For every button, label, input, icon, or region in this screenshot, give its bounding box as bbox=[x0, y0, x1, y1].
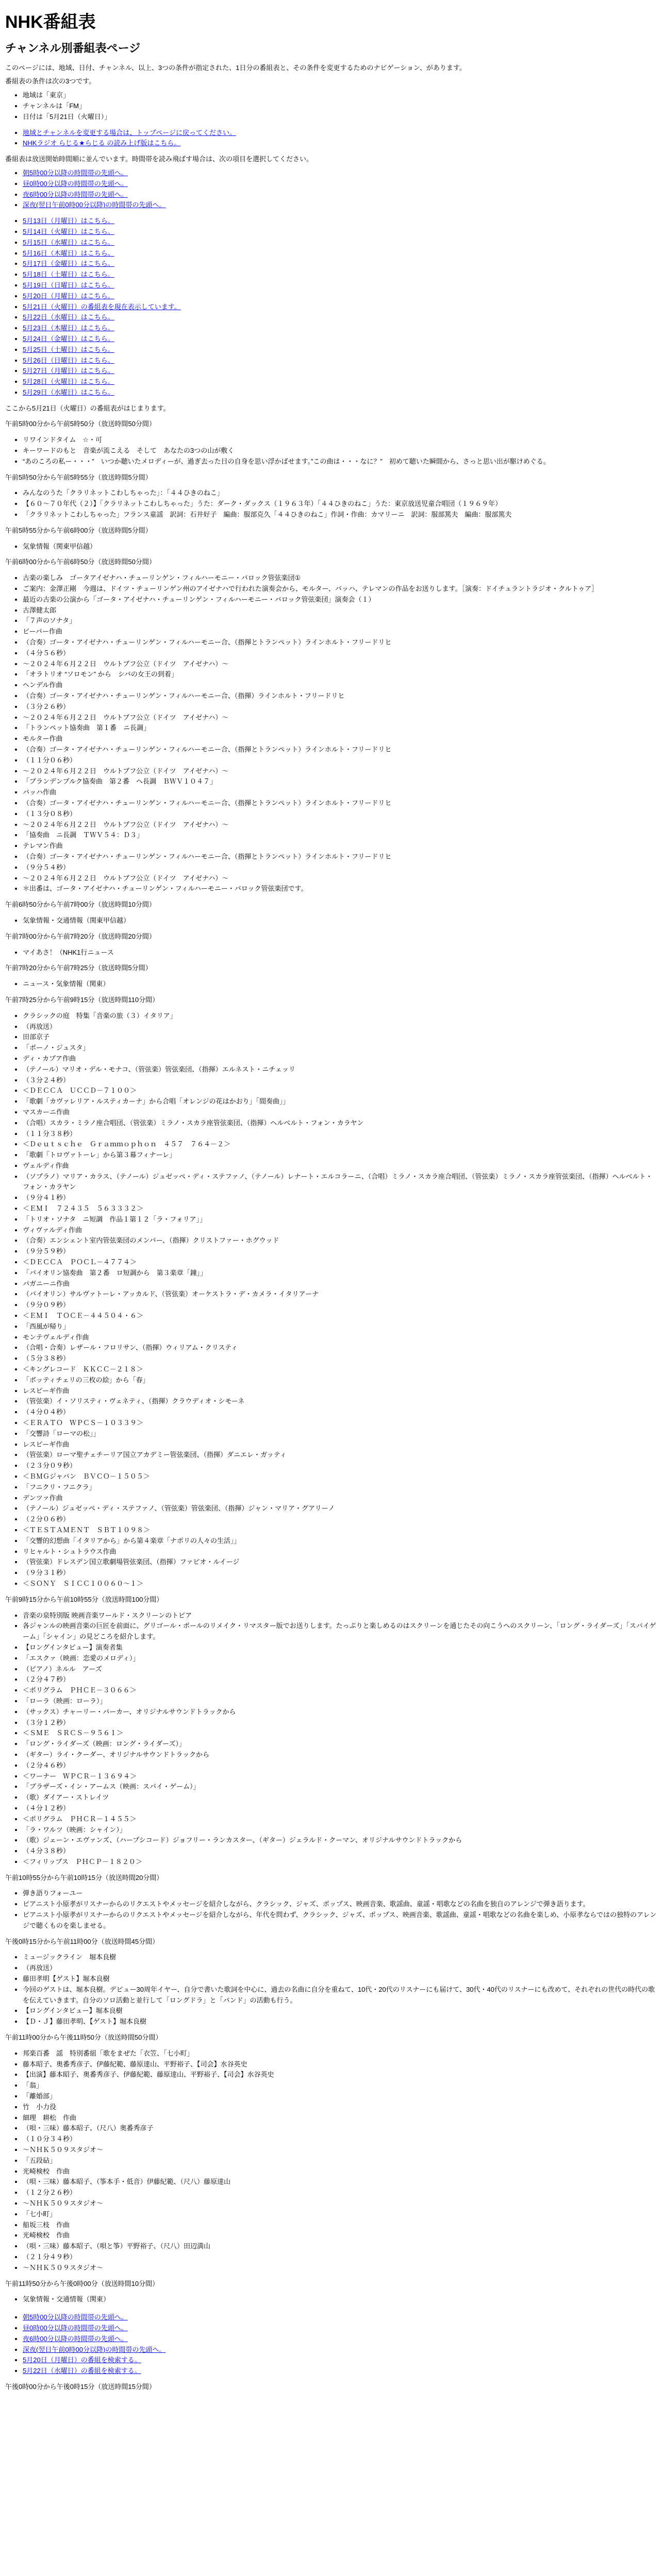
program-details bbox=[5, 435, 657, 467]
program-block bbox=[5, 1873, 657, 1931]
program-detail-line: • 音楽の泉特別版 映画音楽ワールド・スクリーンのトピア bbox=[23, 1611, 657, 1621]
program-detail-line: • ＜ＴＥＳＴＡＭＥＮＴ ＳＢＴ１０９８＞ bbox=[23, 1525, 657, 1536]
program-detail-line: • （２３分０９秒） bbox=[23, 1461, 657, 1471]
program-block bbox=[5, 472, 657, 520]
program-block bbox=[5, 419, 657, 467]
program-detail-line: • 各ジャンルの映画音楽の巨匠を前面に、グリゴール・ポールのリメイク・リマスター版でお送りします。たっぷりと楽しめるのはスクリーンを通じたその向こうへのスクリーン、「ロング・ライダーズ」「スパイゲーム」「シャイン」の見どころを紹介します。 bbox=[23, 1621, 657, 1642]
program-detail-line: • ＜ＥＲＡＴＯ ＷＰＣＳ－１０３３９＞ bbox=[23, 1418, 657, 1429]
date-link-item bbox=[23, 345, 657, 355]
program-detail-line: • 光崎検校 作曲 bbox=[23, 2230, 657, 2241]
program-detail-line: • 「協奏曲 ニ長調 ＴＷＶ５４：Ｄ３」 bbox=[23, 830, 657, 841]
program-detail-line: • 「五段砧」 bbox=[23, 2156, 657, 2166]
date-link-item bbox=[23, 259, 657, 269]
program-block bbox=[5, 2032, 657, 2274]
page-subtitle: チャンネル別番組表ページ bbox=[5, 42, 141, 55]
program-detail-line: • ～２０２４年６月２２日 ウルトブフ公立（ドイツ アイゼナハ）～ bbox=[23, 873, 657, 884]
time-link-evening[interactable]: 夜6時00分以降の時間帯の先頭へ。 bbox=[23, 190, 128, 198]
date-link-item bbox=[23, 248, 657, 259]
program-detail-line: • （ギター）ライ・クーダー、オリジナルサウンドトラックから bbox=[23, 1750, 657, 1760]
program-detail-line: • 【６０～７０年代（２）】「クラリネットこわしちゃった」うた：ダーク・ダックス（１９６３年）「４４ひきのねこ」うた：東京放送児童合唱団（１９６９年） bbox=[23, 499, 657, 510]
program-block bbox=[5, 2279, 657, 2306]
program-list bbox=[5, 419, 657, 2305]
program-detail-line: • ＜ポリグラム ＰＨＣＲ－１４５５＞ bbox=[23, 1814, 657, 1825]
conditions-heading: 番組表の条件は次の3つです。 bbox=[5, 77, 96, 86]
date-link-item bbox=[23, 387, 657, 398]
program-detail-line: • （唄・三味）藤本昭子、（筝本手・低音）伊藤紀範、（尺八）藤原達山 bbox=[23, 2177, 657, 2188]
page-title: NHK番組表 bbox=[5, 12, 96, 32]
program-detail-line: • 細理 耕松 作曲 bbox=[23, 2113, 657, 2124]
program-detail-line: • （４分３８秒） bbox=[23, 1846, 657, 1857]
program-detail-line: • 【出演】藤本昭子、奥番秀彦子、伊藤紀範、藤原達山、平野裕子、【司会】水谷英史 bbox=[23, 2070, 657, 2080]
program-detail-line: • ご案内：金澤正剛 今週は、ドイツ・チューリンゲン州のアイゼナハで行われた演奏会から、モルター、バッハ、テレマンの作品をお送りします。［演奏：ドイチュラントラジオ・クルトゥア］ bbox=[23, 584, 657, 595]
top-links bbox=[5, 128, 657, 149]
program-detail-line: • 藤本昭子、奥番秀彦子、伊藤紀範、藤原達山、平野裕子、【司会】水谷英史 bbox=[23, 2059, 657, 2070]
date-link-item bbox=[23, 355, 657, 366]
time-link-morning[interactable]: 朝5時00分以降の時間帯の先頭へ。 bbox=[23, 168, 128, 177]
program-detail-line: • ～ＮＨＫ５０９スタジオ～ bbox=[23, 2263, 657, 2274]
program-time: 午前11時00分から午後11時50分（放送時間50分間） bbox=[5, 2033, 162, 2042]
program-detail-line: • ヘンデル作曲 bbox=[23, 680, 657, 691]
program-detail-line: • ～ＮＨＫ５０９スタジオ～ bbox=[23, 2145, 657, 2156]
program-detail-line: • 最近の古楽の公演から「ゴータ・アイゼナハ・チューリンゲン・フィルハーモニー・バロック管弦楽団」演奏会（１） bbox=[23, 595, 657, 605]
program-block bbox=[5, 1595, 657, 1868]
date-link[interactable]: 5月20日（月曜日）はこちら。 bbox=[23, 292, 114, 300]
program-detail-line: • （３分２６秒） bbox=[23, 702, 657, 713]
program-details bbox=[5, 1611, 657, 1868]
program-time: 午後0時15分から午前11時00分（放送時間45分間） bbox=[5, 1937, 159, 1945]
program-detail-line: • 田部京子 bbox=[23, 1032, 657, 1043]
program-detail-line: • ～２０２４年６月２２日 ウルトブフ公立（ドイツ アイゼナハ）～ bbox=[23, 766, 657, 777]
program-detail-line: • （９分５９秒） bbox=[23, 1246, 657, 1257]
program-detail-line: • 「歌劇「トロヴァトーレ」から第３幕フィナーレ」 bbox=[23, 1150, 657, 1161]
program-detail-line: • テレマン作曲 bbox=[23, 841, 657, 852]
program-detail-line: • ヴェルディ作曲 bbox=[23, 1161, 657, 1172]
program-time: 午前9時15分から午前10時55分（放送時間100分間） bbox=[5, 1595, 163, 1603]
bottom-time-link-morning[interactable]: 朝5時00分以降の時間帯の先頭へ。 bbox=[23, 2313, 128, 2321]
program-block bbox=[5, 963, 657, 990]
program-detail-line: • 【Ｄ・Ｊ】藤田孝明、【ゲスト】堀本良樹 bbox=[23, 2016, 657, 2027]
program-detail-line: • （管弦楽）ローマ聖チェチーリア国立アカデミー管弦楽団、（指揮）ダニエレ・ガッティ bbox=[23, 1450, 657, 1461]
program-detail-line: • （９分３１秒） bbox=[23, 1568, 657, 1579]
date-link-item bbox=[23, 302, 657, 313]
date-link-item bbox=[23, 323, 657, 334]
program-detail-line: • 「オラトリオ “ソロモン” から シバの女王の到着」 bbox=[23, 669, 657, 680]
date-link-item bbox=[23, 280, 657, 291]
program-detail-line: • （２１分４９秒） bbox=[23, 2252, 657, 2263]
program-detail-line: • 「ブランデンブルク協奏曲 第２番 ヘ長調 ＢＷＶ１０４７」 bbox=[23, 776, 657, 787]
program-detail-line: • （３分２４秒） bbox=[23, 1075, 657, 1086]
program-detail-line: • 古楽の楽しみ ゴータアイゼナハ・チューリンゲン・フィルハーモニー・バロック管弦楽団① bbox=[23, 573, 657, 584]
program-time: 午前5時55分から午前6時00分（放送時間5分間） bbox=[5, 526, 152, 534]
program-detail-line: • （１１分０６秒） bbox=[23, 755, 657, 766]
program-detail-line: • （テノール）ジュゼッペ・ディ・ステファノ、（管弦楽）管弦楽団、（指揮）ジャン・マリア・グアリーノ bbox=[23, 1503, 657, 1514]
program-detail-line: • ＜ＥＭＩ ７２４３５ ５６３３３２＞ bbox=[23, 1204, 657, 1214]
program-detail-line: • （合奏）ゴータ・アイゼナハ・チューリンゲン・フィルハーモニー合、（指揮）ラインホルト・フリードリヒ bbox=[23, 691, 657, 702]
program-detail-line: • 船坂三枝 作曲 bbox=[23, 2220, 657, 2231]
program-detail-line: • （１１分３８秒） bbox=[23, 1129, 657, 1140]
program-detail-line: • 気象情報（関東甲信越） bbox=[23, 541, 657, 552]
program-details bbox=[5, 916, 657, 926]
date-link[interactable]: 5月23日（木曜日）はこちら。 bbox=[23, 324, 114, 332]
bottom-time-link-evening[interactable]: 夜6時00分以降の時間帯の先頭へ。 bbox=[23, 2334, 128, 2343]
program-detail-line: • ＜ポリグラム ＰＨＣＥ－３０６６＞ bbox=[23, 1685, 657, 1696]
date-link[interactable]: 5月22日（水曜日）はこちら。 bbox=[23, 313, 114, 321]
prev-day-search-link[interactable]: 5月20日（月曜日）の番組を検索する。 bbox=[23, 2356, 141, 2364]
date-link-item bbox=[23, 269, 657, 280]
program-details bbox=[5, 2048, 657, 2274]
program-detail-line: • “あのころの私ー・・・” いつか聴いたメロディーが、過ぎ去った日の自身を思い浮かばせます。”この曲は・・・なに？” 初めて聴いた瞬間から、さっと思い出が駆けめぐる。 bbox=[23, 456, 657, 467]
program-detail-line: • みんなのうた「クラリネットこわしちゃった」：「４４ひきのねこ」 bbox=[23, 488, 657, 499]
program-detail-line: • （２分４６秒） bbox=[23, 1760, 657, 1771]
program-detail-line: • ヴィヴァルディ作曲 bbox=[23, 1225, 657, 1236]
program-detail-line: • （２分０６秒） bbox=[23, 1514, 657, 1525]
program-detail-line: • （１２分２６秒） bbox=[23, 2188, 657, 2198]
program-block bbox=[5, 1937, 657, 2027]
program-detail-line: • リワインドタイム ☆・可 bbox=[23, 435, 657, 446]
program-detail-line: • 【ロングインタビュー】堀本良樹 bbox=[23, 2006, 657, 2016]
bottom-time-link-noon[interactable]: 昼0時00分以降の時間帯の先頭へ。 bbox=[23, 2324, 128, 2332]
program-detail-line: • （合唱・合奏）レザール・フロリサン、（指揮）ウィリアム・クリスティ bbox=[23, 1343, 657, 1353]
program-detail-line: • モンテヴェルディ作曲 bbox=[23, 1332, 657, 1343]
program-details bbox=[5, 947, 657, 958]
program-detail-line: • （９分５４秒） bbox=[23, 862, 657, 873]
program-detail-line: • （ピアノ）ネルル アーズ bbox=[23, 1664, 657, 1675]
time-jump-links bbox=[5, 168, 657, 211]
program-detail-line: • （歌）ジェーン・エヴァンズ、（ハープシコード）ジョフリー・ランカスター、（ギター）ジェラルド・クーマン、オリジナルサウンドトラックから bbox=[23, 1835, 657, 1846]
program-detail-line: • （合奏）ゴータ・アイゼナハ・チューリンゲン・フィルハーモニー合、（指揮とトランペット）ラインホルト・フリードリヒ bbox=[23, 744, 657, 755]
program-details bbox=[5, 488, 657, 520]
radiru-reading-link[interactable]: NHKラジオ らじる★らじる の読み上げ版はこちら。 bbox=[23, 139, 181, 147]
program-detail-line: • 「バイオリン協奏曲 第２番 ロ短調から 第３楽章「鐘」」 bbox=[23, 1268, 657, 1279]
condition-item: • チャンネルは「FM」 bbox=[23, 101, 657, 112]
date-link[interactable]: 5月25日（土曜日）はこちら。 bbox=[23, 345, 114, 353]
program-time: 午前5時00分から午前5時50分（放送時間50分間） bbox=[5, 420, 156, 428]
program-detail-line: • ニュース・気象情報（関東） bbox=[23, 979, 657, 990]
program-detail-line: • 「エスクァ（映画：恋愛のメロディ）」 bbox=[23, 1653, 657, 1664]
date-link-item bbox=[23, 312, 657, 323]
time-link-noon[interactable]: 昼0時00分以降の時間帯の先頭へ。 bbox=[23, 179, 128, 188]
program-detail-line: • （テノール）マリオ・デル・モナコ、（管弦楽）管弦楽団、（指揮）エルネスト・ニチェッリ bbox=[23, 1064, 657, 1075]
date-link[interactable]: 5月29日（水曜日）はこちら。 bbox=[23, 388, 114, 396]
date-link-item bbox=[23, 291, 657, 302]
program-detail-line: • （バイオリン）サルヴァトーレ・アッカルド、（管弦楽）オーケストラ・デ・カメラ・イタリアーナ bbox=[23, 1289, 657, 1300]
program-detail-line: • 古澤健太郎 bbox=[23, 605, 657, 616]
program-details bbox=[5, 979, 657, 990]
program-detail-line: • （３分１２秒） bbox=[23, 1718, 657, 1728]
program-detail-line: • 「ブラザーズ・イン・アームス（映画：スパイ・ゲーム）」 bbox=[23, 1782, 657, 1792]
program-detail-line: • 「翁」 bbox=[23, 2080, 657, 2091]
program-detail-line: • （合奏）ゴータ・アイゼナハ・チューリンゲン・フィルハーモニー合、（指揮とトランペット）ラインホルト・フリードリヒ bbox=[23, 852, 657, 862]
program-detail-line: • （２分４７秒） bbox=[23, 1674, 657, 1685]
program-details bbox=[5, 1888, 657, 1931]
date-link[interactable]: 5月14日（火曜日）はこちら。 bbox=[23, 227, 114, 235]
program-detail-line: • ＜Ｄｅｕｔｓｃｈｅ Ｇｒａｍｍｏｐｈｏｎ ４５７ ７６４－２＞ bbox=[23, 1139, 657, 1150]
program-detail-line: • キーワードのもと 音楽が流こえる そして あなたの3つの山が敷く bbox=[23, 446, 657, 456]
program-detail-line: • 「ロング・ライダーズ（映画：ロング・ライダーズ）」 bbox=[23, 1739, 657, 1750]
program-time: 午前6時00分から午前6時50分（放送時間50分間） bbox=[5, 558, 156, 566]
program-detail-line: • 藤田孝明【ゲスト】堀本良樹 bbox=[23, 1974, 657, 1985]
date-link[interactable]: 5月15日（水曜日）はこちら。 bbox=[23, 238, 114, 246]
program-details bbox=[5, 2294, 657, 2305]
program-time: 午前7時25分から午前9時15分（放送時間110分間） bbox=[5, 995, 159, 1004]
date-link[interactable]: 5月17日（金曜日）はこちら。 bbox=[23, 260, 114, 268]
time-link-late-night[interactable]: 深夜(翌日午前0時00分以降)の時間帯の先頭へ。 bbox=[23, 201, 166, 209]
program-detail-line: • 光崎検校 作曲 bbox=[23, 2166, 657, 2177]
program-detail-line: • 「歌劇「カヴァレリア・ルスティカーナ」から合唱「オレンジの花はかおり」「間奏曲」」 bbox=[23, 1096, 657, 1107]
date-link[interactable]: 5月19日（日曜日）はこちら。 bbox=[23, 281, 114, 289]
program-detail-line: • ＜ＤＥＣＣＡ ＰＯＣＬ－４７７４＞ bbox=[23, 1257, 657, 1268]
program-detail-line: • 「ラ・ワルツ（映画：シャイン）」 bbox=[23, 1825, 657, 1836]
program-detail-line: • （４分５６秒） bbox=[23, 648, 657, 659]
program-detail-line: • ＜ワーナー ＷＰＣＲ－１３６９４＞ bbox=[23, 1771, 657, 1782]
program-detail-line: • ～２０２４年６月２２日 ウルトブフ公立（ドイツ アイゼナハ）～ bbox=[23, 820, 657, 831]
date-link-item bbox=[23, 334, 657, 345]
program-detail-line: • 今回のゲストは、堀本良樹。デビュー30周年イヤー、自分で書いた歌詞を中心に、過去の名曲に自分を重ねて、10代・20代のリスナーにも届けて、30代・40代のリスナーにも改めて、それぞれの世代の時代の歌を伝えていきます。自分のソロ活動と並行して「ロングドラ」と「バンド」の活動も行う。 bbox=[23, 1985, 657, 2006]
program-detail-line: • ＜ＳＯＮＹ ＳＩＣＣ１００６０～１＞ bbox=[23, 1579, 657, 1589]
program-detail-line: • 弾き語りフォーユー bbox=[23, 1888, 657, 1899]
program-detail-line: • （管弦楽）イ・ソリスティ・ヴェネティ、（指揮）クラウディオ・シモーネ bbox=[23, 1396, 657, 1407]
program-detail-line: • （歌）ダイアー・ストレイツ bbox=[23, 1792, 657, 1803]
condition-item: • 地域は「東京」 bbox=[23, 90, 657, 101]
program-detail-line: • 「交響詩「ローマの松」」 bbox=[23, 1429, 657, 1439]
program-detail-line: • 「離婚部」 bbox=[23, 2091, 657, 2102]
program-detail-line: • （合奏）ゴータ・アイゼナハ・チューリンゲン・フィルハーモニー合、（指揮とトランペット）ラインホルト・フリードリヒ bbox=[23, 637, 657, 648]
program-time: 午前7時20分から午前7時25分（放送時間5分間） bbox=[5, 964, 152, 972]
program-detail-line: • ＜ＤＥＣＣＡ ＵＣＣＤ－７１００＞ bbox=[23, 1086, 657, 1096]
time-note: 番組表は放送開始時間順に並んでいます。時間帯を読み飛ばす場合は、次の項目を選択してください。 bbox=[5, 155, 313, 163]
program-detail-line: • レスピーギ作曲 bbox=[23, 1386, 657, 1397]
program-block bbox=[5, 526, 657, 552]
program-detail-line: • モルター作曲 bbox=[23, 734, 657, 744]
program-detail-line: • （サックス）チャーリー・パーカー、オリジナルサウンドトラックから bbox=[23, 1707, 657, 1718]
program-detail-line: • ピアニスト小原孝がリスナーからのリクエストやメッセージを紹介しながら、年代を問わず、クラシック、ジャズ、ポップス、映画音楽、歌謡曲、童謡・唱歌などの名曲を楽しめ、小原孝ならではの独特のアレンジで聴くものを楽しませる。 bbox=[23, 1910, 657, 1931]
program-block bbox=[5, 931, 657, 958]
program-detail-line: • リヒャルト・シュトラウス作曲 bbox=[23, 1547, 657, 1557]
program-detail-line: • 【ロングインタビュー】演奏者集 bbox=[23, 1642, 657, 1653]
program-detail-line: • パガニーニ作曲 bbox=[23, 1279, 657, 1290]
program-detail-line: • ＜フィリップス ＰＨＣＰ－１８２０＞ bbox=[23, 1857, 657, 1868]
program-details bbox=[5, 1011, 657, 1589]
program-detail-line: • ＜ＥＭＩ ＴＯＣＥ－４４５０４・６＞ bbox=[23, 1311, 657, 1321]
program-detail-line: • 気象情報・交通情報（関東甲信越） bbox=[23, 916, 657, 926]
program-detail-line: • バッハ作曲 bbox=[23, 787, 657, 798]
program-detail-line: • 気象情報・交通情報（関東） bbox=[23, 2294, 657, 2305]
program-detail-line: • 「七小町」 bbox=[23, 2209, 657, 2220]
date-link[interactable]: 5月21日（火曜日）の番組表を現在表示しています。 bbox=[23, 302, 181, 311]
program-detail-line: • （４分０４秒） bbox=[23, 1407, 657, 1418]
program-detail-line: • 「西風が帰り」 bbox=[23, 1321, 657, 1332]
program-detail-line: • 邦楽百番 謡 特別番組「歌をまぜた「衣笠、「七小町」 bbox=[23, 2048, 657, 2059]
date-link-item bbox=[23, 238, 657, 248]
program-detail-line: • （再放送） bbox=[23, 1963, 657, 1974]
program-detail-line: • 「７声のソナタ」 bbox=[23, 616, 657, 626]
program-time: 午前11時50分から午後0時00分（放送時間10分間） bbox=[5, 2279, 159, 2287]
program-detail-line: • （１３分０８秒） bbox=[23, 809, 657, 820]
list-start-note: ここから5月21日（火曜日）の番組表がはじまります。 bbox=[5, 404, 170, 412]
program-detail-line: • 「クラリネットこわしちゃった」フランス童謡 訳詞：石井好子 編曲：服部克久「４４ひきのねこ」作詞・作曲：カマリーニ 訳詞：服部篤夫 編曲：服部篤夫 bbox=[23, 510, 657, 520]
last-program-time: 午後0時00分から午後0時15分（放送時間15分間） bbox=[5, 2382, 156, 2391]
program-detail-line: • （合奏）エンシェント室内管弦楽団のメンバー、（指揮）クリストファー・ホグウッド bbox=[23, 1235, 657, 1246]
program-detail-line: • ミュージックライン 堀本良樹 bbox=[23, 1952, 657, 1963]
program-detail-line: • ＜ＳＭＥ ＳＲＣＳ－９５６１＞ bbox=[23, 1728, 657, 1739]
program-time: 午前10時55分から午前10時15分（放送時間20分間） bbox=[5, 1873, 163, 1882]
date-link-item bbox=[23, 366, 657, 377]
program-block bbox=[5, 557, 657, 894]
date-link[interactable]: 5月28日（火曜日）はこちら。 bbox=[23, 378, 114, 386]
program-time: 午前5時50分から午前5時55分（放送時間5分間） bbox=[5, 473, 152, 481]
program-detail-line: • （９分０９秒） bbox=[23, 1300, 657, 1311]
program-detail-line: • （５分３８秒） bbox=[23, 1353, 657, 1364]
date-link-item bbox=[23, 227, 657, 238]
program-detail-line: • （唄・三味）藤本昭子、（尺八）奥番秀彦子 bbox=[23, 2123, 657, 2134]
program-detail-line: • ～２０２４年６月２２日 ウルトブフ公立（ドイツ アイゼナハ）～ bbox=[23, 659, 657, 670]
program-detail-line: • デンツァ作曲 bbox=[23, 1493, 657, 1504]
date-link-item bbox=[23, 216, 657, 227]
program-detail-line: • マスカーニ作曲 bbox=[23, 1107, 657, 1118]
program-block bbox=[5, 900, 657, 926]
intro-text: このページには、地域、日付、チャンネル、以上、3つの条件が指定された、1日分の番組表と、その条件を変更するためのナビゲーション、があります。 bbox=[5, 63, 466, 72]
program-detail-line: • ＊出番は、ゴータ・アイゼナハ・チューリンゲン・フィルハーモニー・バロック管弦楽団です。 bbox=[23, 884, 657, 894]
program-details bbox=[5, 1952, 657, 2027]
back-to-top-link[interactable]: 地域とチャンネルを変更する場合は、トップページに戻ってください。 bbox=[23, 128, 237, 137]
program-details bbox=[5, 541, 657, 552]
program-detail-line: • ピアニスト小原孝がリスナーからのリクエストやメッセージを紹介しながら、クラシック、ジャズ、ポップス、映画音楽、歌謡曲、童謡・唱歌などの名曲を独自のアレンジで弾き語ります。 bbox=[23, 1899, 657, 1910]
program-detail-line: • レスピーギ作曲 bbox=[23, 1439, 657, 1450]
program-detail-line: • 「ボッティチェリの三枚の絵」から「春」 bbox=[23, 1375, 657, 1386]
program-detail-line: • （９分４１秒） bbox=[23, 1193, 657, 1204]
program-detail-line: • ＜ＢＭＧジャパン ＢＶＣＯ－１５０５＞ bbox=[23, 1471, 657, 1482]
program-detail-line: • （合奏）ゴータ・アイゼナハ・チューリンゲン・フィルハーモニー合、（指揮とトランペット）ラインホルト・フリードリヒ bbox=[23, 798, 657, 809]
program-detail-line: • クラシックの庭 特集「音楽の旅（３）イタリア」 bbox=[23, 1011, 657, 1022]
program-detail-line: • （合唱）スカラ・ミラノ座合唱団、（管弦楽）ミラノ・スカラ座管弦楽団、（指揮）ヘルベルト・フォン・カラヤン bbox=[23, 1118, 657, 1129]
program-detail-line: • 「交響的幻想曲「イタリアから」から第４楽章「ナポリの人々の生活」」 bbox=[23, 1536, 657, 1547]
date-link[interactable]: 5月13日（月曜日）はこちら。 bbox=[23, 217, 114, 225]
program-detail-line: • ビーバー作曲 bbox=[23, 626, 657, 637]
program-detail-line: • （再放送） bbox=[23, 1022, 657, 1032]
program-detail-line: • 「フニクリ・フニクラ」 bbox=[23, 1482, 657, 1493]
program-detail-line: • マイあさ！（NHK1行ニュース bbox=[23, 947, 657, 958]
date-link[interactable]: 5月16日（木曜日）はこちら。 bbox=[23, 249, 114, 257]
program-detail-line: • 竹 小力役 bbox=[23, 2102, 657, 2113]
program-detail-line: • 「トランペット協奏曲 第１番 ニ長調」 bbox=[23, 723, 657, 734]
program-detail-line: • （管弦楽）ドレスデン国立歌劇場管弦楽団、（指揮）ファビオ・ルイージ bbox=[23, 1557, 657, 1568]
program-detail-line: • ～ＮＨＫ５０９スタジオ～ bbox=[23, 2198, 657, 2209]
condition-item: • 日付は「5月21日（火曜日）」 bbox=[23, 112, 657, 123]
program-detail-line: • 「ボーノ・ジュスタ」 bbox=[23, 1043, 657, 1054]
bottom-links bbox=[5, 2312, 657, 2377]
program-detail-line: • （ソプラノ）マリア・カラス、（テノール）ジュゼッペ・ディ・ステファノ、（テノール）レナート・エルコラーニ、（合唱）ミラノ・スカラ座合唱団、（管弦楽）ミラノ・スカラ座管弦楽団、（指揮）ヘルベルト・フォン・カラヤン bbox=[23, 1172, 657, 1193]
program-detail-line: • （唄・三味）藤本昭子、（唄と筝）平野裕子、（尺八）田辺満山 bbox=[23, 2241, 657, 2252]
date-link[interactable]: 5月24日（金曜日）はこちら。 bbox=[23, 334, 114, 343]
date-links bbox=[5, 216, 657, 398]
program-detail-line: • 「ローラ（映画：ローラ）」 bbox=[23, 1696, 657, 1707]
program-details bbox=[5, 573, 657, 894]
date-link-item bbox=[23, 377, 657, 387]
program-time: 午前6時50分から午前7時00分（放送時間10分間） bbox=[5, 901, 156, 909]
date-link[interactable]: 5月26日（日曜日）はこちら。 bbox=[23, 356, 114, 364]
date-link[interactable]: 5月18日（土曜日）はこちら。 bbox=[23, 270, 114, 279]
program-detail-line: • ディ・カプア作曲 bbox=[23, 1054, 657, 1064]
program-detail-line: • 「トリオ・ソナタ ニ短調 作品１第１２「ラ・フォリア」」 bbox=[23, 1214, 657, 1225]
conditions-list bbox=[5, 90, 657, 122]
program-block bbox=[5, 995, 657, 1589]
program-detail-line: • ～２０２４年６月２２日 ウルトブフ公立（ドイツ アイゼナハ）～ bbox=[23, 713, 657, 723]
bottom-time-link-late-night[interactable]: 深夜(翌日午前0時00分以降)の時間帯の先頭へ。 bbox=[23, 2345, 166, 2353]
date-link[interactable]: 5月27日（月曜日）はこちら。 bbox=[23, 367, 114, 375]
program-detail-line: • （４分１２秒） bbox=[23, 1803, 657, 1814]
next-day-search-link[interactable]: 5月22日（水曜日）の番組を検索する。 bbox=[23, 2367, 141, 2375]
program-time: 午前7時00分から午前7時20分（放送時間20分間） bbox=[5, 932, 156, 940]
program-detail-line: • （１０分３４秒） bbox=[23, 2134, 657, 2145]
program-detail-line: • ＜キングレコード ＫＫＣＣ－２１８＞ bbox=[23, 1364, 657, 1375]
